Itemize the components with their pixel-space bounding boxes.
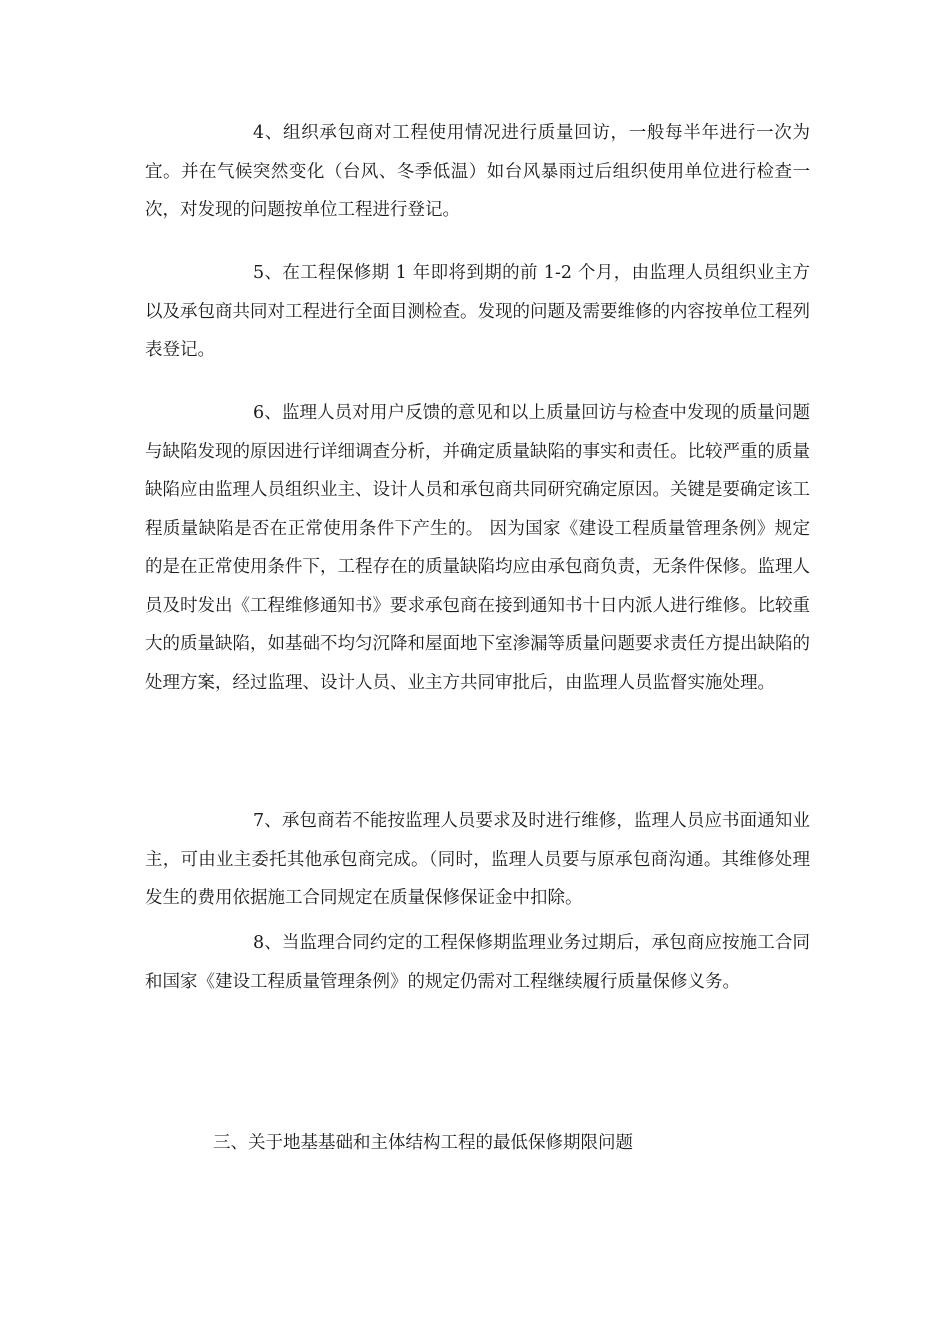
- paragraph-item-6: 6、监理人员对用户反馈的意见和以上质量回访与检查中发现的质量问题与缺陷发现的原因进行详细调查分析，并确定质量缺陷的事实和责任。比较严重的质量缺陷应由监理人员组织业主、设计人员和承包商共同研究确定原因。关键是要确定该工程质量缺陷是否在正常使用条件下产生的。 因为国家《建设工程质量管理条例》规定的是在正常使用条件下，工程存在的质量缺陷均应由承包商负责，无条件保修。监理人员及时发出《工程维修通知书》要求承包商在接到通知书十日内派人进行维修。比较重大的质量缺陷，如基础不均匀沉降和屋面地下室渗漏等质量问题要求责任方提出缺陷的处理方案，经过监理、设计人员、业主方共同审批后，由监理人员监督实施处理。: [145, 403, 810, 693]
- paragraph-item-4: 4、组织承包商对工程使用情况进行质量回访，一般每半年进行一次为宜。并在气候突然变化（台风、冬季低温）如台风暴雨过后组织使用单位进行检查一次，对发现的问题按单位工程进行登记。: [145, 123, 810, 220]
- paragraph-item-8: 8、当监理合同约定的工程保修期监理业务过期后，承包商应按施工合同和国家《建设工程质量管理条例》的规定仍需对工程继续履行质量保修义务。: [145, 933, 810, 992]
- paragraph-item-7: 7、承包商若不能按监理人员要求及时进行维修，监理人员应书面通知业主，可由业主委托其他承包商完成。（同时，监理人员要与原承包商沟通。其维修处理发生的费用依据施工合同规定在质量保修保证金中扣除。: [145, 811, 810, 908]
- paragraph-item-5: 5、在工程保修期 1 年即将到期的前 1-2 个月，由监理人员组织业主方以及承包商共同对工程进行全面目测检查。发现的问题及需要维修的内容按单位工程列表登记。: [145, 263, 810, 360]
- section-heading: 三、关于地基基础和主体结构工程的最低保修期限问题: [213, 1133, 633, 1153]
